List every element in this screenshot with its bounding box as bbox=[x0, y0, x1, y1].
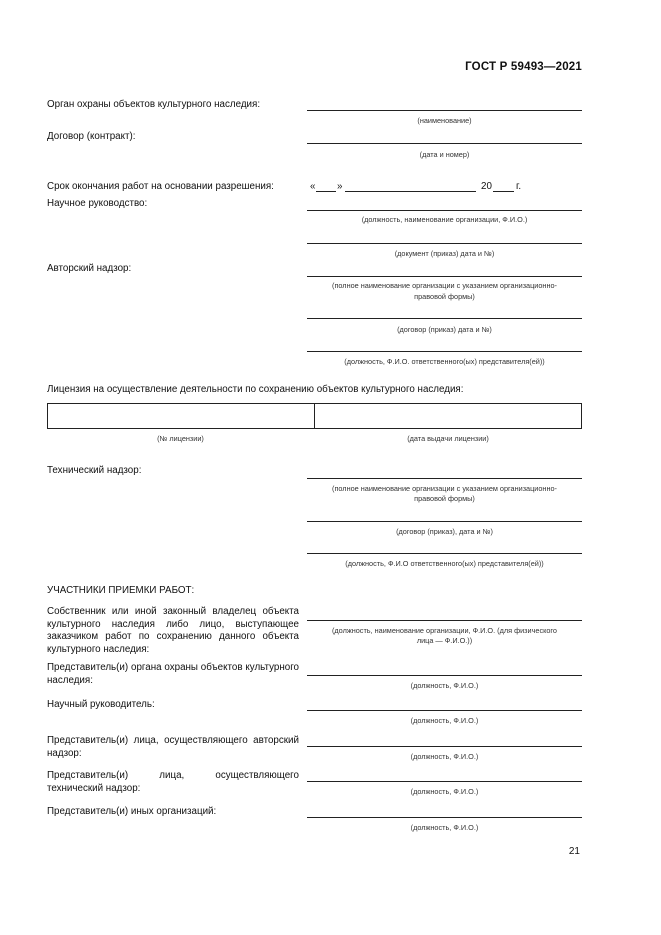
heritage-body-field[interactable] bbox=[307, 110, 582, 111]
participants-title: УЧАСТНИКИ ПРИЕМКИ РАБОТ: bbox=[47, 585, 195, 596]
owner-caption-b: лица — Ф.И.О.)) bbox=[416, 636, 473, 645]
license-number-caption: (№ лицензии) bbox=[157, 434, 204, 443]
contract-field[interactable] bbox=[307, 143, 582, 144]
technical-supervision-caption-1b: правовой формы) bbox=[414, 494, 475, 503]
author-supervision-caption-3: (должность, Ф.И.О. ответственного(ых) представителя(ей)) bbox=[344, 357, 545, 366]
author-supervision-label: Авторский надзор: bbox=[47, 263, 132, 274]
deadline-month-field[interactable] bbox=[345, 191, 476, 192]
owner-caption-a: (должность, наименование организации, Ф.И.О. (для физического bbox=[331, 626, 557, 635]
deadline-year-prefix: 20 bbox=[481, 181, 492, 192]
rep-tech-field[interactable] bbox=[307, 781, 582, 782]
author-supervision-field-1[interactable] bbox=[307, 276, 582, 277]
license-table bbox=[47, 403, 582, 429]
deadline-quote-close: » bbox=[337, 181, 343, 192]
sci-lead-person-label: Научный руководитель: bbox=[47, 699, 155, 710]
scientific-lead-field-1[interactable] bbox=[307, 210, 582, 211]
technical-supervision-field-3[interactable] bbox=[307, 553, 582, 554]
author-supervision-caption-1a: (полное наименование организации с указанием организационно- bbox=[332, 281, 557, 290]
license-date-cell[interactable] bbox=[315, 404, 582, 429]
page-number: 21 bbox=[568, 846, 580, 857]
scientific-lead-label: Научное руководство: bbox=[47, 198, 148, 209]
license-date-caption: (дата выдачи лицензии) bbox=[407, 434, 489, 443]
license-number-cell[interactable] bbox=[48, 404, 315, 429]
scientific-lead-caption-1: (должность, наименование организации, Ф.И.О.) bbox=[361, 215, 528, 224]
owner-label: Собственник или иной законный владелец объекта культурного наследия либо лицо, выступающее заказчиком работ по сохранению данного объекта культурного наследия: bbox=[47, 606, 299, 655]
rep-author-label: Представитель(и) лица, осуществляющего авторский надзор: bbox=[47, 735, 299, 759]
rep-tech-label: Представитель(и) лица, осуществляющего технический надзор: bbox=[47, 770, 299, 794]
rep-heritage-label: Представитель(и) органа охраны объектов культурного наследия: bbox=[47, 662, 299, 686]
rep-heritage-caption: (должность, Ф.И.О.) bbox=[410, 681, 479, 690]
deadline-quote-open: « bbox=[310, 181, 316, 192]
sci-lead-person-caption: (должность, Ф.И.О.) bbox=[410, 716, 479, 725]
author-supervision-field-3[interactable] bbox=[307, 351, 582, 352]
rep-author-field[interactable] bbox=[307, 746, 582, 747]
contract-caption: (дата и номер) bbox=[419, 150, 470, 159]
author-supervision-caption-2: (договор (приказ) дата и №) bbox=[397, 325, 492, 334]
technical-supervision-caption-1a: (полное наименование организации с указанием организационно- bbox=[332, 484, 557, 493]
deadline-label: Срок окончания работ на основании разрешения: bbox=[47, 181, 274, 192]
technical-supervision-field-1[interactable] bbox=[307, 478, 582, 479]
sci-lead-person-field[interactable] bbox=[307, 710, 582, 711]
document-header: ГОСТ Р 59493—2021 bbox=[465, 61, 582, 73]
deadline-year-field[interactable] bbox=[493, 191, 514, 192]
owner-field[interactable] bbox=[307, 620, 582, 621]
rep-author-caption: (должность, Ф.И.О.) bbox=[410, 752, 479, 761]
author-supervision-caption-1b: правовой формы) bbox=[414, 292, 475, 301]
author-supervision-field-2[interactable] bbox=[307, 318, 582, 319]
rep-other-caption: (должность, Ф.И.О.) bbox=[410, 823, 479, 832]
rep-other-label: Представитель(и) иных организаций: bbox=[47, 806, 217, 817]
license-label: Лицензия на осуществление деятельности по сохранению объектов культурного наследия: bbox=[47, 384, 464, 395]
rep-tech-caption: (должность, Ф.И.О.) bbox=[410, 787, 479, 796]
heritage-body-label: Орган охраны объектов культурного наследия: bbox=[47, 99, 261, 110]
scientific-lead-field-2[interactable] bbox=[307, 243, 582, 244]
deadline-year-suffix: г. bbox=[516, 181, 522, 192]
scientific-lead-caption-2: (документ (приказ) дата и №) bbox=[394, 249, 495, 258]
deadline-day-field[interactable] bbox=[316, 191, 336, 192]
technical-supervision-caption-3: (должность, Ф.И.О ответственного(ых) представителя(ей)) bbox=[345, 559, 544, 568]
technical-supervision-field-2[interactable] bbox=[307, 521, 582, 522]
heritage-body-caption: (наименование) bbox=[417, 116, 472, 125]
technical-supervision-label: Технический надзор: bbox=[47, 465, 142, 476]
technical-supervision-caption-2: (договор (приказ), дата и №) bbox=[396, 527, 493, 536]
contract-label: Договор (контракт): bbox=[47, 131, 136, 142]
rep-heritage-field[interactable] bbox=[307, 675, 582, 676]
rep-other-field[interactable] bbox=[307, 817, 582, 818]
